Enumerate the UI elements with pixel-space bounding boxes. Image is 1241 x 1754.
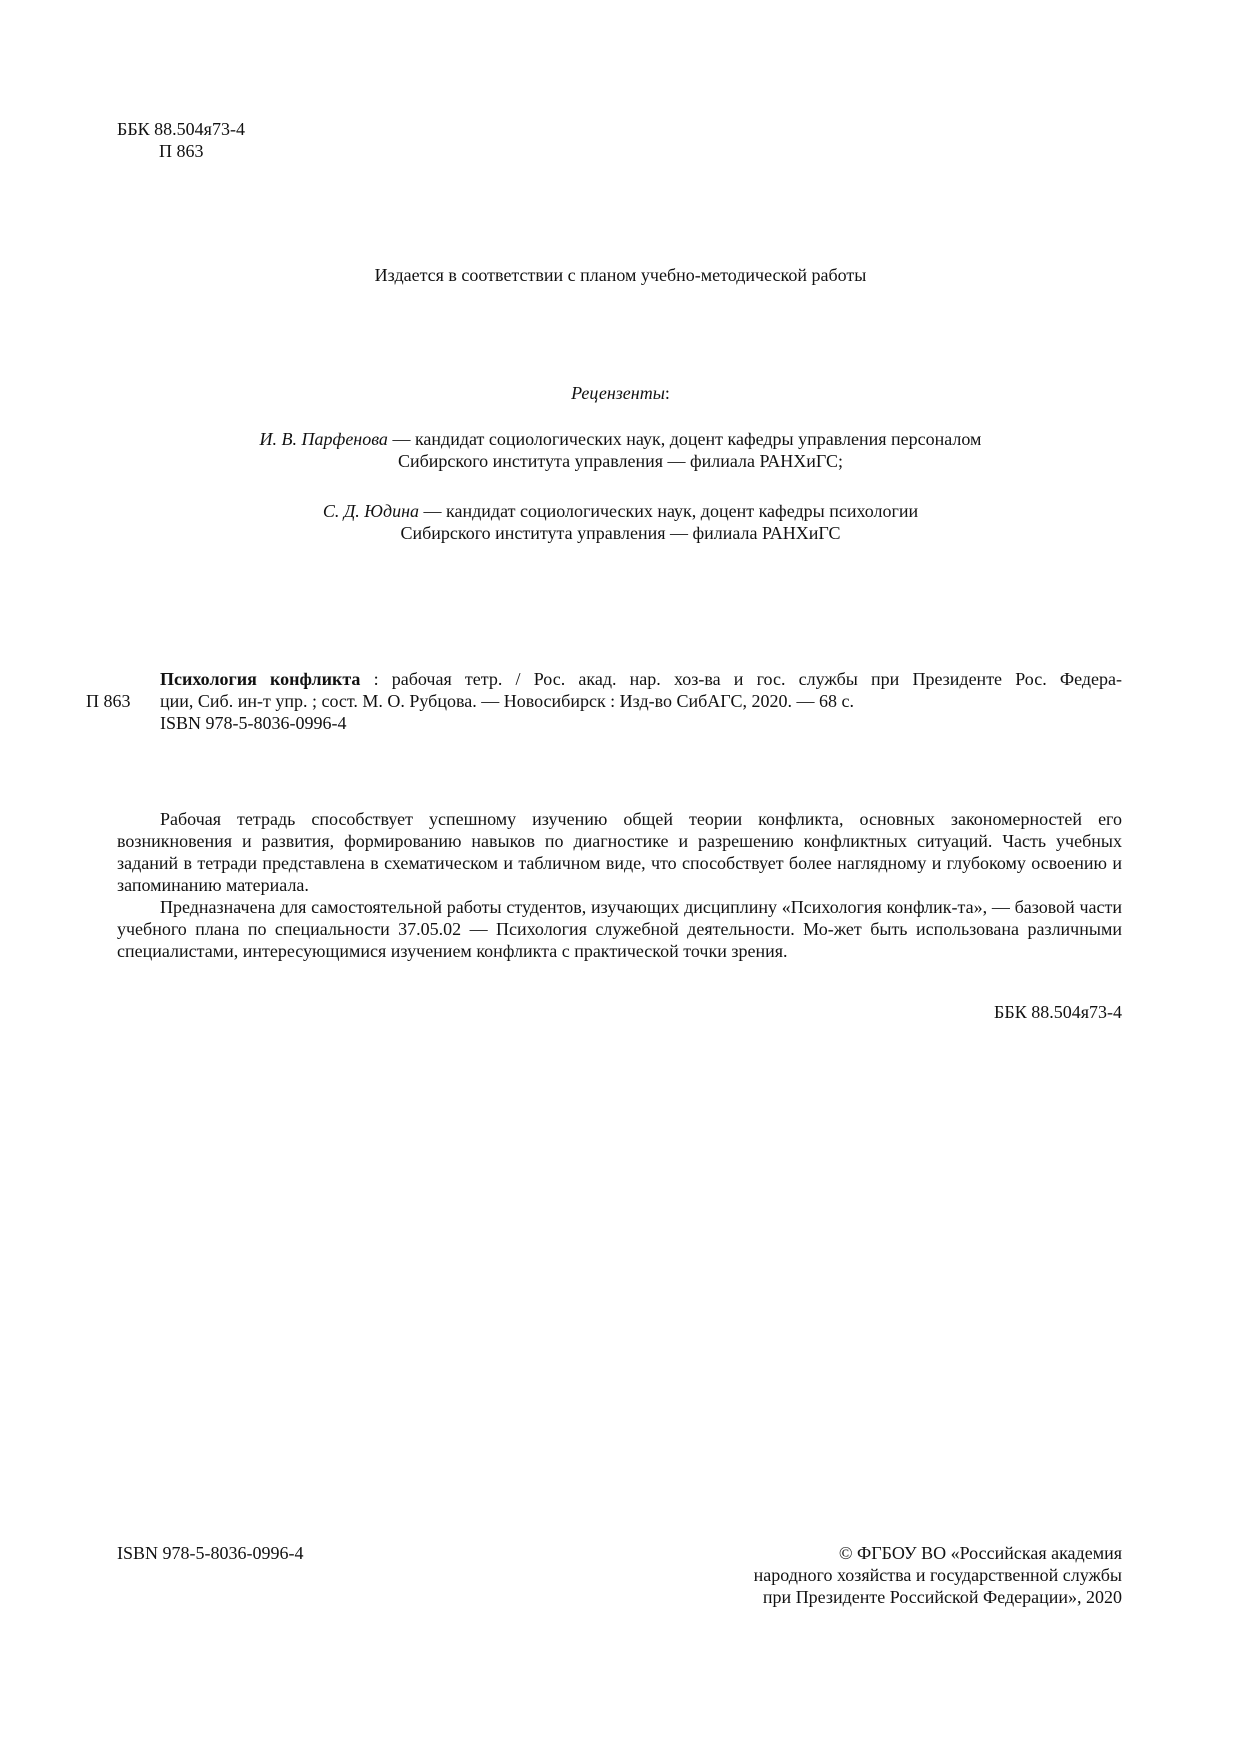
reviewer-name: И. В. Парфенова	[259, 429, 388, 449]
reviewer-position: — кандидат социологических наук, доцент кафедры управления персоналом	[387, 429, 982, 449]
reviewers-title-colon: :	[664, 383, 670, 403]
publish-note: Издается в соответствии с планом учебно-методической работы	[374, 265, 867, 285]
reviewer-line	[0, 428, 1241, 450]
reviewers-heading	[0, 382, 1241, 404]
book-title: Психология конфликта	[160, 669, 361, 689]
author-mark: П 863	[159, 141, 204, 161]
copyright-line: народного хозяйства и государственной службы	[753, 1565, 1122, 1585]
bibliographic-code: П 863	[86, 691, 131, 711]
footer-isbn: ISBN 978-5-8036-0996-4	[117, 1543, 304, 1563]
reviewer-line	[0, 500, 1241, 522]
bibliographic-imprint: ции, Сиб. ин-т упр. ; сост. М. О. Рубцова. — Новосибирск : Изд-во СибАГС, 2020. — 68 с.	[160, 691, 854, 711]
annotation-bbk: ББК 88.504я73-4	[994, 1002, 1122, 1022]
reviewers-title: Рецензенты	[571, 383, 665, 403]
bibliographic-details: : рабочая тетр. / Рос. акад. нар. хоз-ва и гос. службы при Президенте Рос. Федера-	[360, 669, 1122, 689]
annotation	[117, 808, 1122, 962]
reviewer-affiliation: Сибирского института управления — филиала РАНХиГС;	[397, 451, 844, 471]
copyright-line: при Президенте Российской Федерации», 2020	[762, 1587, 1122, 1607]
copyright-notice	[754, 1542, 1122, 1608]
reviewer-affiliation: Сибирского института управления — филиала РАНХиГС	[400, 523, 841, 543]
reviewer-position: — кандидат социологических наук, доцент кафедры психологии	[419, 501, 919, 521]
annotation-paragraph: Предназначена для самостоятельной работы студентов, изучающих дисциплину «Психология конфлик-та», — базовой части учебного плана по специальности 37.05.02 — Психология служебной деятельности. Мо-жет быть использована различными специалистами, интересующимися изучением конфликта с практической точки зрения.	[117, 897, 1122, 961]
bbk-header	[117, 118, 245, 162]
copyright-line: © ФГБОУ ВО «Российская академия	[838, 1543, 1122, 1563]
bibliographic-isbn: ISBN 978-5-8036-0996-4	[160, 713, 347, 733]
bibliographic-record	[160, 668, 1122, 734]
reviewer-entry	[0, 500, 1241, 544]
bibliographic-line	[160, 668, 1122, 690]
reviewer-entry	[0, 428, 1241, 472]
reviewer-name: С. Д. Юдина	[322, 501, 420, 521]
annotation-paragraph: Рабочая тетрадь способствует успешному изучению общей теории конфликта, основных закономерностей его возникновения и развития, формированию навыков по диагностике и разрешению конфликтных ситуаций. Часть учебных заданий в тетради представлена в схематическом и табличном виде, что способствует более наглядному и глубокому освоению и запоминанию материала.	[117, 809, 1122, 895]
bbk-code: ББК 88.504я73-4	[117, 119, 245, 139]
